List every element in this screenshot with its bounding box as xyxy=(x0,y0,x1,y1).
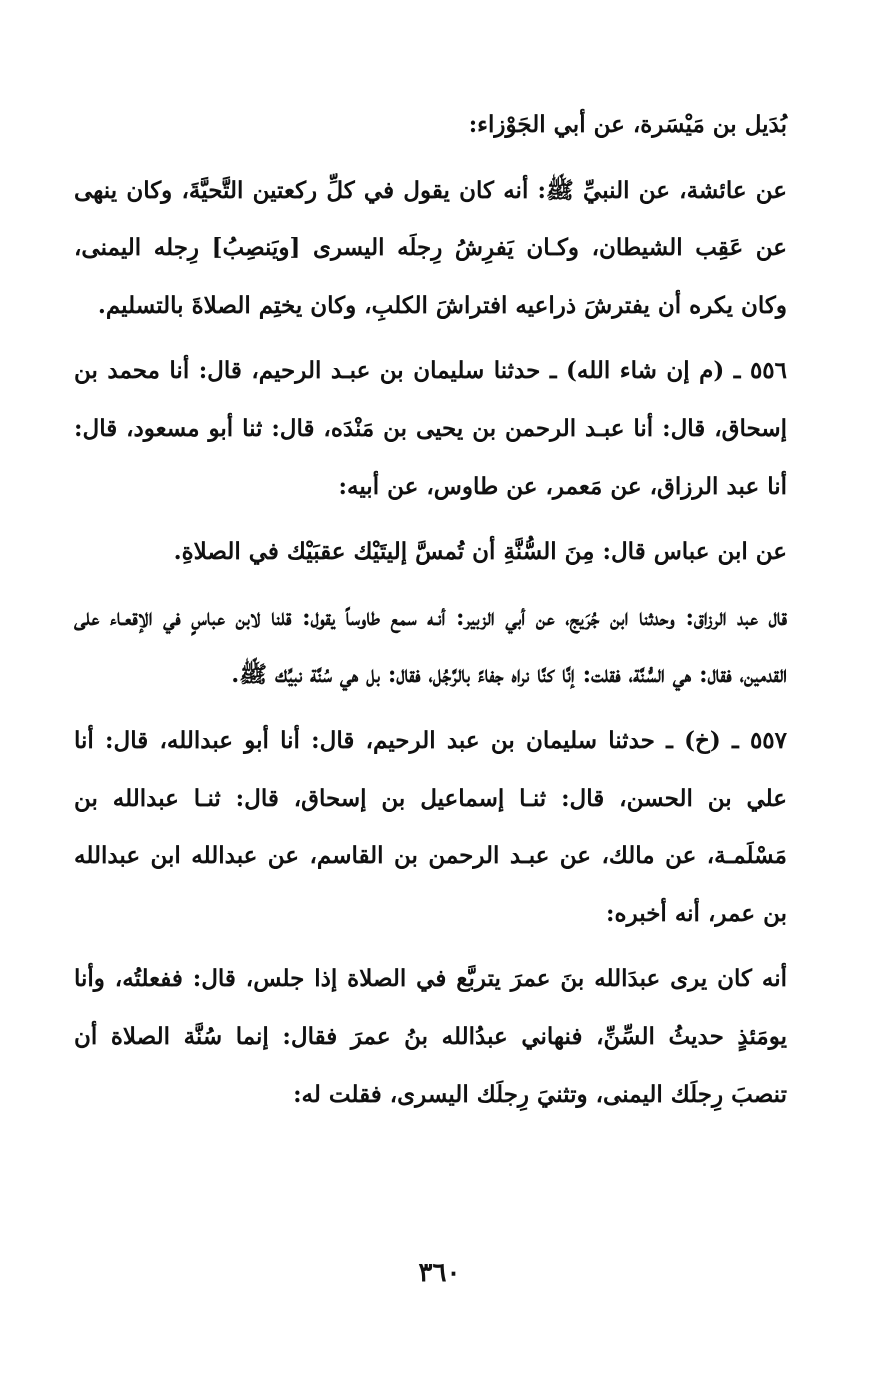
hadith-556-additional: قال عبد الرزاق: وحدثنا ابن جُرَيج، عن أبي الزبير: أنـه سمع طاوساً يقول: قلنا لابن عباسٍ في الإقعـاء على القدمين، فقال: هي السُّنَّة، فقلت: إنَّا كنَّا نراه جفاءً بالرَّجُل، فقال: بل هي سُنَّة نبيِّك ﷺ. xyxy=(74,603,787,689)
isnad-continuation: بُدَيل بن مَيْسَرة، عن أبي الجَوْزاء: xyxy=(468,111,787,138)
hadith-557-isnad: ٥٥٧ ـ (خ) ـ حدثنا سليمان بن عبد الرحيم، قال: أنا أبو عبدالله، قال: أنا علي بن الحسن، قال: ثنـا إسماعيل بن إسحاق، قال: ثنـا عبدالله بن مَسْلَمـة، عن مالك، عن عبـد الرحمن بن القاسم، عن عبدالله ابن عبدالله بن عمر، أنه أخبره: xyxy=(74,726,787,927)
hadith-556-matn: عن ابن عباس قال: مِنَ السُّنَّةِ أن تُمسَّ إليتَيْك عقبَيْك في الصلاةِ. xyxy=(173,538,787,566)
hadith-556-isnad: ٥٥٦ ـ (م إن شاء الله) ـ حدثنا سليمان بن عبـد الرحيم، قال: أنا محمد بن إسحاق، قال: أنا عبـد الرحمن بن يحيى بن مَنْدَه، قال: ثنا أبو مسعود، قال: أنا عبد الرزاق، عن مَعمر، عن طاوس، عن أبيه: xyxy=(74,357,787,500)
page-number: ٣٦٠ xyxy=(418,1258,461,1288)
page-body-text xyxy=(74,96,787,1123)
hadith-text-aisha: عن عائشة، عن النبيِّ ﷺ: أنه كان يقول في كلِّ ركعتين التَّحيَّةَ، وكان ينهى عن عَقِب الشيطان، وكـان يَفرِشُ رِجلَه اليسرى [ويَنصِبُ] رِجله اليمنى، وكان يكره أن يفترشَ ذراعيه افتراشَ الكلبِ، وكان يختِم الصلاةَ بالتسليم. xyxy=(74,176,787,319)
hadith-557-matn: أنه كان يرى عبدَالله بنَ عمرَ يتربَّع في الصلاة إذا جلس، قال: ففعلتُه، وأنا يومَئذٍ حديثُ السِّنِّ، فنهاني عبدُالله بنُ عمرَ فقال: إنما سُنَّة الصلاة أن تنصبَ رِجلَك اليمنى، وتثنيَ رِجلَك اليسرى، فقلت له: xyxy=(74,965,788,1108)
